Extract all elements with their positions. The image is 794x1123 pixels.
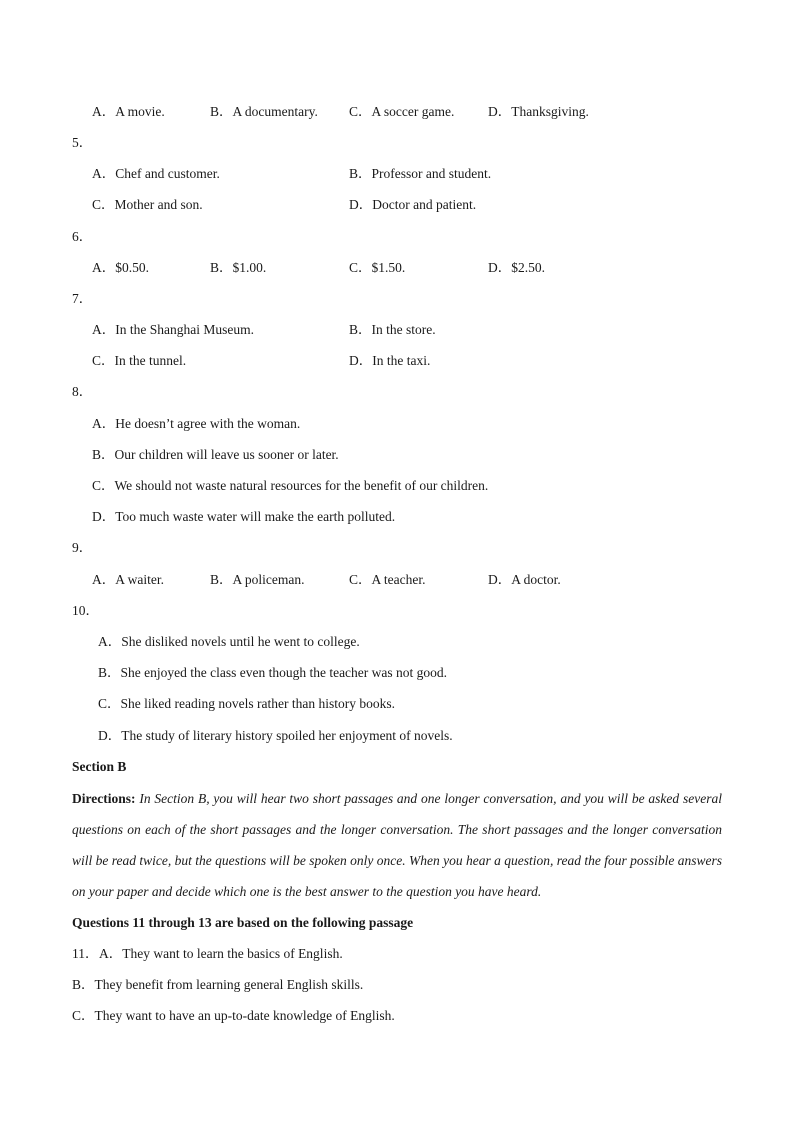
option-c: C．A soccer game.: [349, 104, 455, 119]
question-number: 6．: [72, 229, 93, 244]
question-5-options-row-2: [0, 195, 794, 215]
option-d: D．Too much waste water will make the earth polluted.: [92, 509, 396, 524]
question-10-number-row: [0, 601, 794, 621]
question-6-options: [0, 258, 794, 278]
option-c: C．She liked reading novels rather than history books.: [98, 696, 395, 711]
option-d: D．In the taxi.: [349, 353, 431, 368]
question-10-option-b-row: [0, 663, 794, 683]
option-c: C．$1.50.: [349, 260, 406, 275]
directions-text: In Section B, you will hear two short passages and one longer conversation, and you will be asked several questions on each of the short passages and the longer conversation. The short passages and the longer conversation will be read twice, but the questions will be spoken only once. When you hear a question, read the four possible answers on your paper and decide which one is the best answer to the question you have heard.: [72, 791, 722, 899]
option-a: A．$0.50.: [92, 260, 149, 275]
question-8-option-a-row: [0, 414, 794, 434]
option-a: A．She disliked novels until he went to college.: [98, 634, 360, 649]
option-c: C．In the tunnel.: [92, 353, 187, 368]
question-7-options-row-2: [0, 351, 794, 371]
question-11-row-2: [0, 975, 794, 995]
option-b: B．She enjoyed the class even though the teacher was not good.: [98, 665, 448, 680]
option-c: C．We should not waste natural resources for the benefit of our children.: [92, 478, 489, 493]
option-a: A．A waiter.: [92, 572, 164, 587]
question-7-options-row-1: [0, 320, 794, 340]
question-number: 7．: [72, 291, 93, 306]
option-b: B．Professor and student.: [349, 166, 492, 181]
option-c: C．They want to have an up-to-date knowledge of English.: [72, 1008, 395, 1023]
directions-label: Directions:: [72, 791, 136, 806]
directions-paragraph: [72, 783, 722, 907]
option-b: B．A policeman.: [210, 572, 305, 587]
question-8-option-d-row: [0, 507, 794, 527]
question-5-options-row-1: [0, 164, 794, 184]
question-7-number-row: [0, 289, 794, 309]
option-a: A．A movie.: [92, 104, 165, 119]
question-4-options: [0, 102, 794, 122]
option-d: D．Thanksgiving.: [488, 104, 589, 119]
question-11-row-1: [0, 944, 794, 964]
question-number: 9．: [72, 540, 93, 555]
question-8-number-row: [0, 382, 794, 402]
option-a: A．He doesn’t agree with the woman.: [92, 416, 301, 431]
question-8-option-c-row: [0, 476, 794, 496]
option-c: C．A teacher.: [349, 572, 426, 587]
option-d: D．$2.50.: [488, 260, 545, 275]
question-9-number-row: [0, 538, 794, 558]
question-10-option-d-row: [0, 726, 794, 746]
question-9-options: [0, 570, 794, 590]
option-b: B．Our children will leave us sooner or later.: [92, 447, 339, 462]
option-b: B．They benefit from learning general English skills.: [72, 977, 364, 992]
option-a: A．Chef and customer.: [92, 166, 220, 181]
question-6-number-row: [0, 227, 794, 247]
section-heading-row: [0, 757, 794, 777]
question-number: 8．: [72, 384, 93, 399]
option-b: B．In the store.: [349, 322, 436, 337]
option-d: D．Doctor and patient.: [349, 197, 477, 212]
option-b: B．A documentary.: [210, 104, 318, 119]
question-8-option-b-row: [0, 445, 794, 465]
question-number: 11．: [72, 946, 99, 961]
option-c: C．Mother and son.: [92, 197, 203, 212]
question-10-option-a-row: [0, 632, 794, 652]
question-10-option-c-row: [0, 694, 794, 714]
option-d: D．The study of literary history spoiled her enjoyment of novels.: [98, 728, 453, 743]
question-5-number-row: [0, 133, 794, 153]
section-heading: Section B: [72, 759, 127, 774]
question-number: 5．: [72, 135, 93, 150]
option-b: B．$1.00.: [210, 260, 267, 275]
option-a: A．They want to learn the basics of English.: [99, 946, 343, 961]
question-number: 10．: [72, 603, 99, 618]
option-d: D．A doctor.: [488, 572, 561, 587]
passage-heading: Questions 11 through 13 are based on the following passage: [72, 915, 414, 930]
option-a: A．In the Shanghai Museum.: [92, 322, 254, 337]
passage-heading-row: [0, 913, 794, 933]
question-11-row-3: [0, 1006, 794, 1026]
